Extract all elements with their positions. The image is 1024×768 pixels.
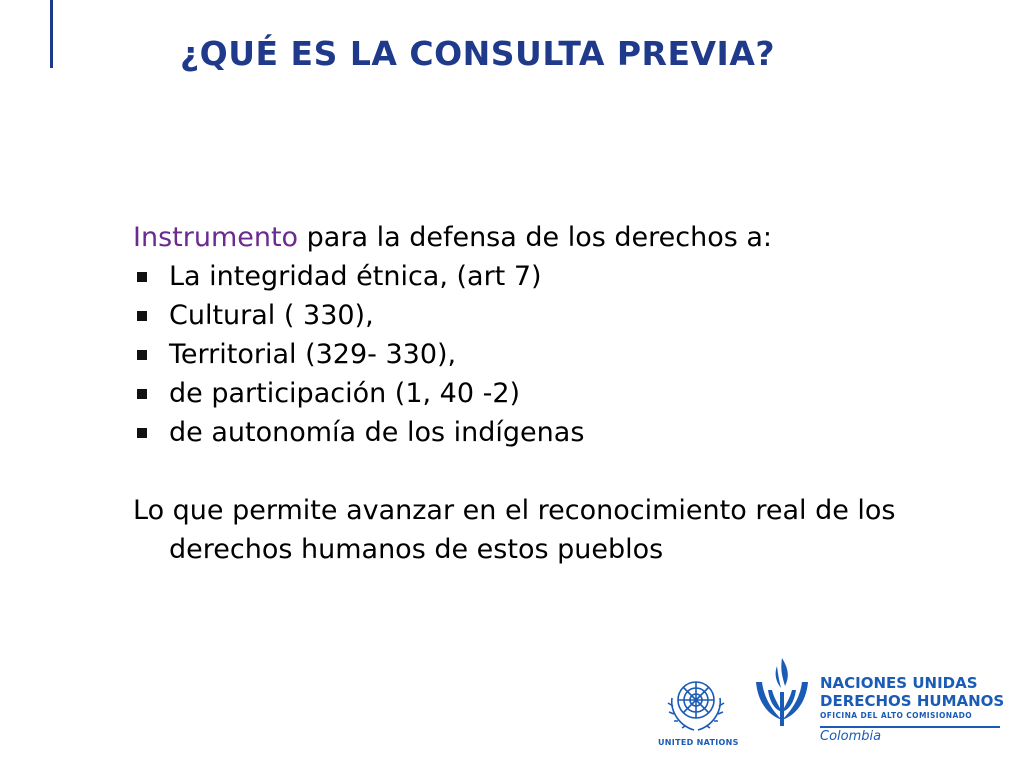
conclusion-text: Lo que permite avanzar en el reconocimiento real de los derechos humanos de estos pueblos <box>133 495 896 565</box>
ohchr-country: Colombia <box>820 729 882 744</box>
intro-keyword: Instrumento <box>133 222 299 253</box>
rights-list-item-text: de autonomía de los indígenas <box>169 417 585 448</box>
rights-list-item-text: La integridad étnica, (art 7) <box>169 261 542 292</box>
rights-list-item <box>133 335 993 374</box>
footer-logos <box>660 652 1010 764</box>
un-emblem-icon <box>664 670 728 734</box>
square-bullet-icon <box>137 350 147 360</box>
ohchr-emblem-icon <box>752 652 812 732</box>
rights-list-item-text: Cultural ( 330), <box>169 300 374 331</box>
intro-line <box>133 218 993 257</box>
square-bullet-icon <box>137 389 147 399</box>
square-bullet-icon <box>137 311 147 321</box>
slide-body <box>133 218 993 569</box>
rights-list-item <box>133 374 993 413</box>
rights-list-item <box>133 296 993 335</box>
rights-list-item <box>133 257 993 296</box>
rights-list-item-text: Territorial (329- 330), <box>169 339 457 370</box>
un-label: UNITED NATIONS <box>658 738 739 747</box>
square-bullet-icon <box>137 272 147 282</box>
intro-text: para la defensa de los derechos a: <box>298 222 773 253</box>
square-bullet-icon <box>137 428 147 438</box>
title-accent-bar <box>50 0 53 68</box>
ohchr-line-derechos-humanos: DERECHOS HUMANOS <box>820 692 1005 710</box>
rights-list-item-text: de participación (1, 40 -2) <box>169 378 521 409</box>
rights-list <box>133 257 993 452</box>
ohchr-line-naciones-unidas: NACIONES UNIDAS <box>820 674 978 692</box>
slide-title: ¿QUÉ ES LA CONSULTA PREVIA? <box>180 34 776 73</box>
ohchr-wordmark <box>820 674 1010 746</box>
rights-list-item <box>133 413 993 452</box>
ohchr-line-oficina: OFICINA DEL ALTO COMISIONADO <box>820 711 973 720</box>
